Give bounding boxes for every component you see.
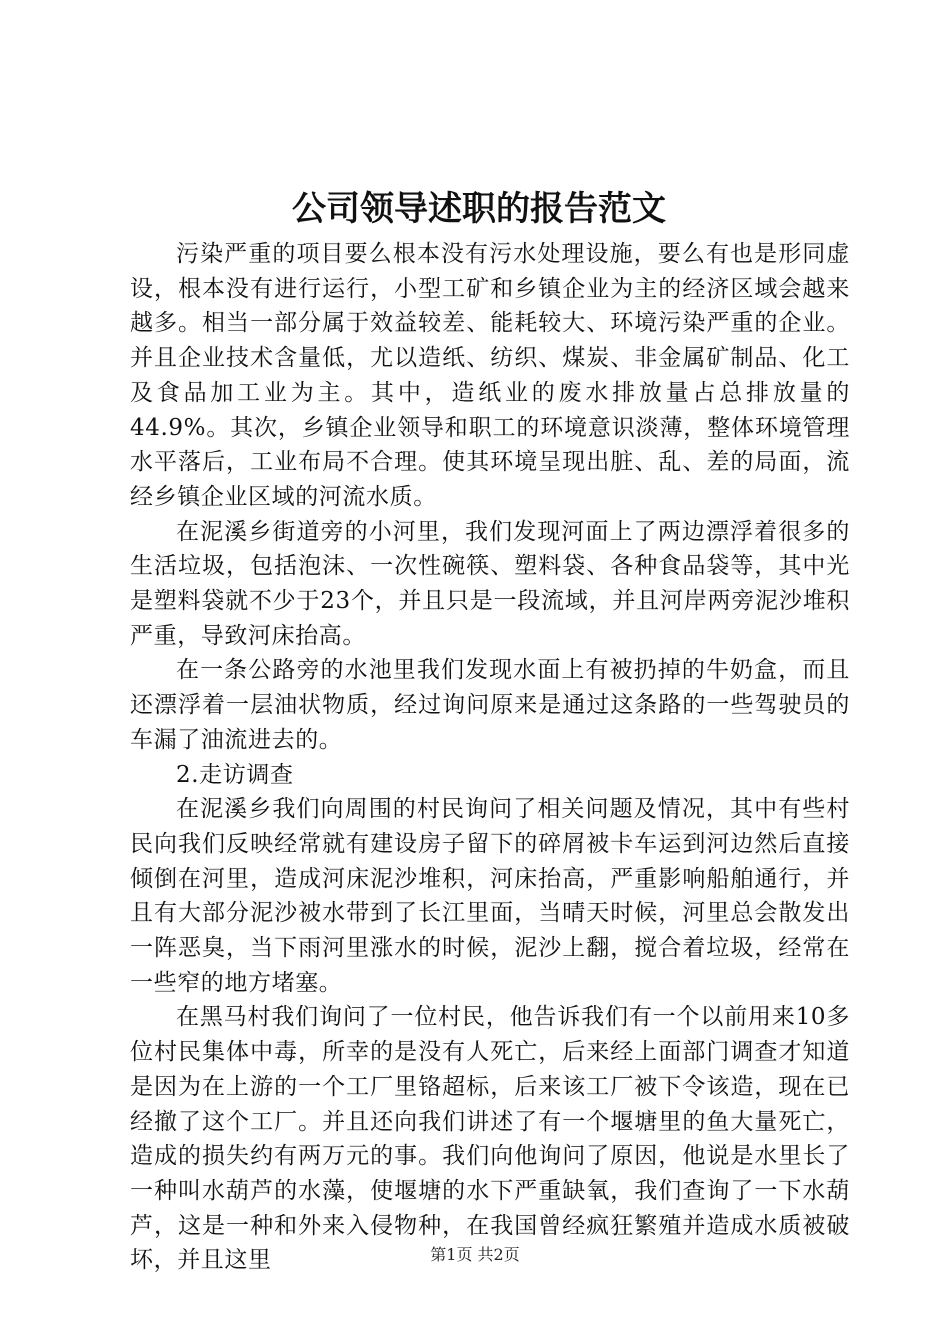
paragraph-nixi-river: 在泥溪乡街道旁的小河里，我们发现河面上了两边漂浮着很多的生活垃圾，包括泡沫、一次性碗筷、塑料袋、各种食品袋等，其中光是塑料袋就不少于23个，并且只是一段流域，并且河岸两旁泥沙堆积严重，导致河床抬高。 bbox=[130, 518, 850, 649]
paragraph-heima-village: 在黑马村我们询问了一位村民，他告诉我们有一个以前用来10多位村民集体中毒，所幸的是没有人死亡，后来经上面部门调查才知道是因为在上游的一个工厂里铬超标，后来该工厂被下令该造，现在已经撤了这个工厂。并且还向我们讲述了有一个堰塘里的鱼大量死亡，造成的损失约有两万元的事。我们向他询问了原因，他说是水里长了一种叫水葫芦的水藻，使堰塘的水下严重缺氧，我们查询了一下水葫芦，这是一种和外来入侵物种，在我国曾经疯狂繁殖并造成水质被破坏，并且这里 bbox=[130, 1004, 850, 1274]
paragraph-villager-interview: 在泥溪乡我们向周围的村民询问了相关问题及情况，其中有些村民向我们反映经常就有建设房子留下的碎屑被卡车运到河边然后直接倾倒在河里，造成河床泥沙堆积，河床抬高，严重影响船舶通行，并且有大部分泥沙被水带到了长江里面，当晴天时候，河里总会散发出一阵恶臭，当下雨河里涨水的时候，泥沙上翻，搅合着垃圾，经常在一些窄的地方堵塞。 bbox=[130, 796, 850, 996]
paragraph-roadside-pool: 在一条公路旁的水池里我们发现水面上有被扔掉的牛奶盒，而且还漂浮着一层油状物质，经过询问原来是通过这条路的一些驾驶员的车漏了油流进去的。 bbox=[130, 657, 850, 753]
document-title: 公司领导述职的报告范文 bbox=[292, 189, 666, 229]
document-body bbox=[130, 237, 850, 1278]
paragraph-pollution-overview: 污染严重的项目要么根本没有污水处理设施，要么有也是形同虚设，根本没有进行运行，小型工矿和乡镇企业为主的经济区域会越来越多。相当一部分属于效益较差、能耗较大、环境污染严重的企业。并且企业技术含量低，尤以造纸、纺织、煤炭、非金属矿制品、化工及食品加工业为主。其中，造纸业的废水排放量占总排放量的44.9%。其次，乡镇企业领导和职工的环境意识淡薄，整体环境管理水平落后，工业布局不合理。使其环境呈现出脏、乱、差的局面，流经乡镇企业区域的河流水质。 bbox=[130, 241, 850, 510]
page-footer: 第1页 共2页 bbox=[430, 1245, 520, 1264]
section-heading: 2.走访调查 bbox=[176, 761, 294, 788]
